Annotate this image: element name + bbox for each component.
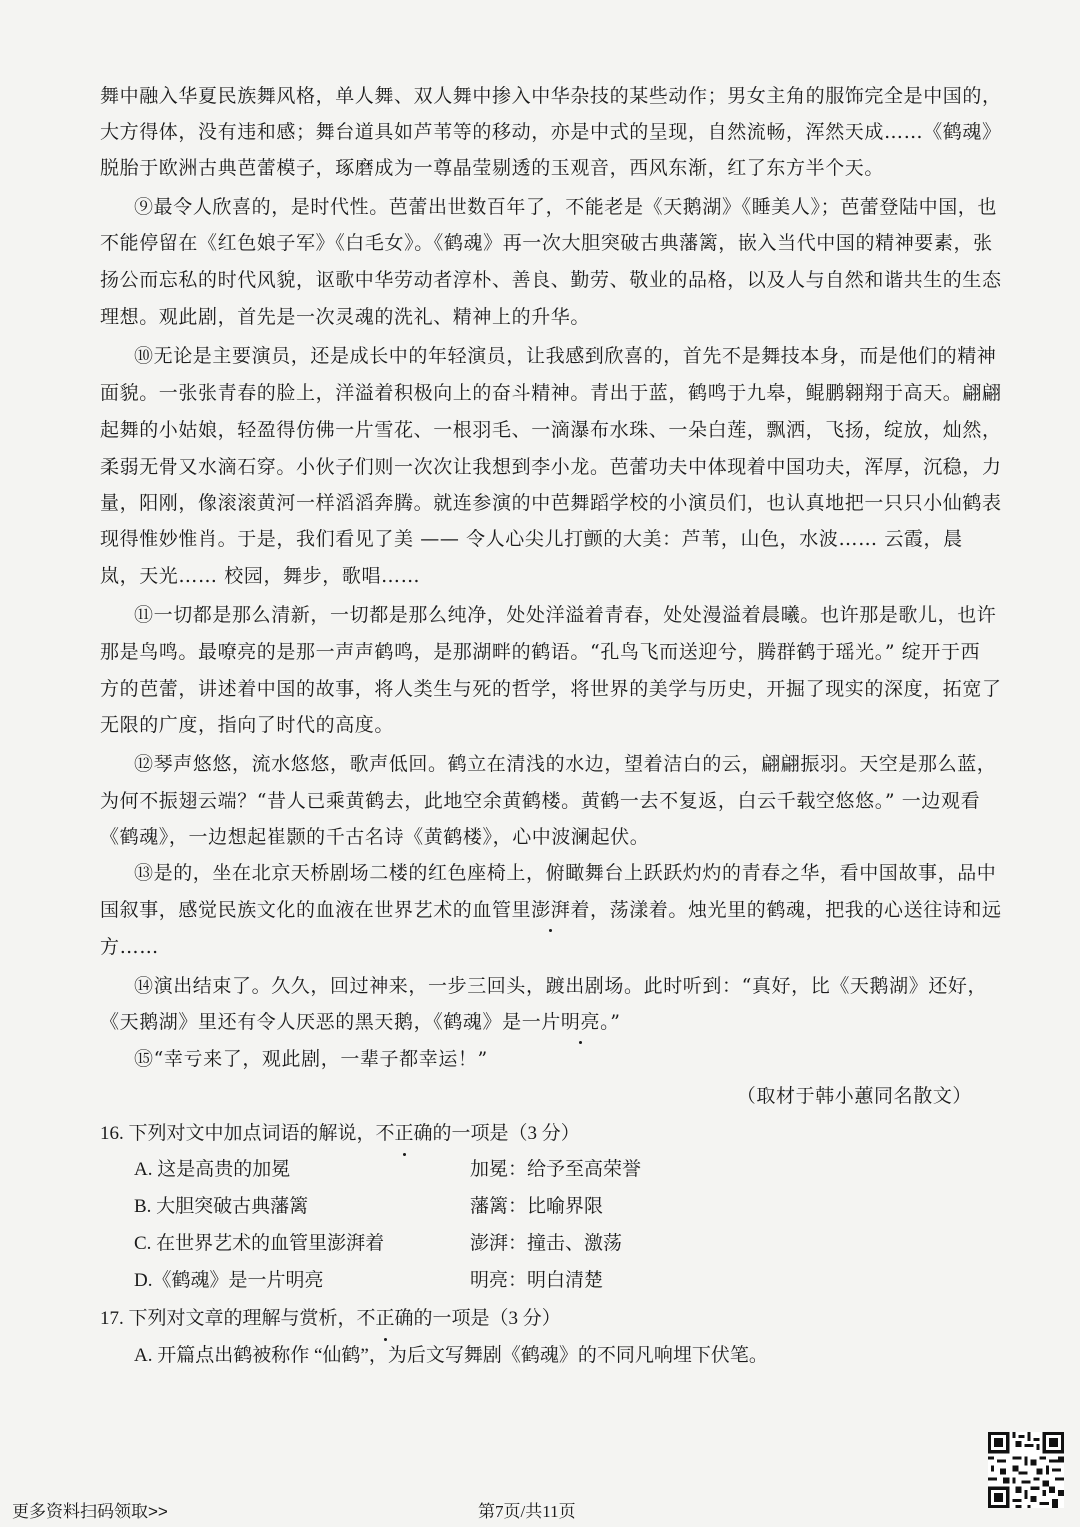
question-17-option-a: A. 开篇点出鹤被称作 “仙鹤”，为后文写舞剧《鹤魂》的不同凡响埋下伏笔。 xyxy=(134,1345,768,1366)
dotted-word-pengpai: 澎湃 xyxy=(531,892,570,928)
text-line: 柔弱无骨又水滴石穿。小伙子们则一次次让我想到李小龙。芭蕾功夫中体现着中国功夫，浑厚，沉稳，力 xyxy=(100,456,1002,478)
text-line: 脱胎于欧洲古典芭蕾模子，琢磨成为一尊晶莹剔透的玉观音，西风东渐，红了东方半个天。 xyxy=(100,157,885,179)
text-line: 无限的广度，指向了时代的高度。 xyxy=(100,714,395,736)
question-16-option-a-note: 加冕：给予至高荣誉 xyxy=(470,1159,642,1180)
text-span: 。” xyxy=(600,1011,621,1033)
text-line: 理想。观此剧，首先是一次灵魂的洗礼、精神上的升华。 xyxy=(100,306,591,328)
text-line: 扬公而忘私的时代风貌，讴歌中华劳动者淳朴、善良、勤劳、敬业的品格，以及人与自然和谐共生的生态 xyxy=(100,269,1002,291)
paragraph-10-first-line: ⑩无论是主要演员，还是成长中的年轻演员，让我感到欣喜的，首先不是舞技本身，而是他们的精神 xyxy=(134,345,997,367)
text-line: 量，阳刚，像滚滚黄河一样滔滔奔腾。就连参演的中芭舞蹈学校的小演员们，也认真地把一只只小仙鹤表 xyxy=(100,492,1002,514)
text-line xyxy=(100,1004,980,1040)
question-16-option-a: A. 这是高贵的加冕 xyxy=(134,1159,291,1180)
text-line: 那是鸟鸣。最嘹亮的是那一声声鹤鸣，是那湖畔的鹤语。“孔鸟飞而送迎兮，腾群鹤于瑶光。” 绽开于西 xyxy=(100,641,981,663)
dotted-word-mingliang: 明亮 xyxy=(561,1004,600,1040)
text-span: 的一项是（3 分） xyxy=(413,1308,561,1329)
text-span: 着，荡漾着。烛光里的鹤魂，把我的心送往诗和远 xyxy=(570,899,1002,921)
paragraph-14-first-line: ⑭演出结束了。久久，回过神来，一步三回头，踱出剧场。此时听到：“真好，比《天鹅湖》还好， xyxy=(134,975,988,997)
text-span: 16. 下列对文中加点词语的解说， xyxy=(100,1123,376,1144)
text-line: 大方得体，没有违和感；舞台道具如芦苇等的移动，亦是中式的呈现，自然流畅，浑然天成……《鹤魂》 xyxy=(100,121,1002,143)
text-line: 现得惟妙惟肖。于是，我们看见了美 —— 令人心尖儿打颤的大美：芦苇，山色，水波…… 云霞，晨 xyxy=(100,528,963,550)
footer-scan-prompt: 更多资料扫码领取>> xyxy=(12,1502,168,1521)
text-line: 起舞的小姑娘，轻盈得仿佛一片雪花、一根羽毛、一滴瀑布水珠、一朵白莲，飘洒，飞扬，绽放，灿然， xyxy=(100,419,1002,441)
paragraph-13-first-line: ⑬是的，坐在北京天桥剧场二楼的红色座椅上，俯瞰舞台上跃跃灼灼的青春之华，看中国故事，品中 xyxy=(134,862,997,884)
text-line: 岚，天光…… 校园，舞步，歌唱…… xyxy=(100,565,421,587)
question-16-option-d-note: 明亮：明白清楚 xyxy=(470,1270,604,1291)
emphasis-not-correct: 不正确 xyxy=(376,1116,433,1152)
text-line: 舞中融入华夏民族舞风格，单人舞、双人舞中掺入中华杂技的某些动作；男女主角的服饰完全是中国的， xyxy=(100,85,1002,107)
text-span: 《天鹅湖》里还有令人厌恶的黑天鹅，《鹤魂》是一片 xyxy=(100,1011,561,1033)
paragraph-9-first-line: ⑨最令人欣喜的，是时代性。芭蕾出世数百年了，不能老是《天鹅湖》《睡美人》；芭蕾登陆中国，也 xyxy=(134,196,998,218)
text-line: 方…… xyxy=(100,936,159,958)
text-line: 面貌。一张张青春的脸上，洋溢着积极向上的奋斗精神。青出于蓝，鹤鸣于九皋，鲲鹏翱翔于高天。翩翩 xyxy=(100,382,1002,404)
text-line: 不能停留在《红色娘子军》《白毛女》。《鹤魂》再一次大胆突破古典藩篱，嵌入当代中国的精神要素，张 xyxy=(100,232,993,254)
question-16-stem xyxy=(100,1116,580,1152)
paragraph-11-first-line: ⑪一切都是那么清新，一切都是那么纯净，处处洋溢着青春，处处漫溢着晨曦。也许那是歌儿，也许 xyxy=(134,604,997,626)
text-line: 为何不振翅云端？“昔人已乘黄鹤去，此地空余黄鹤楼。黄鹤一去不复返，白云千载空悠悠。” 一边观看 xyxy=(100,790,981,812)
question-16-option-b-note: 藩篱：比喻界限 xyxy=(470,1196,604,1217)
question-16-option-b: B. 大胆突破古典藩篱 xyxy=(134,1196,309,1217)
text-span: 的一项是（3 分） xyxy=(432,1123,580,1144)
text-span: 17. 下列对文章的理解与赏析， xyxy=(100,1308,357,1329)
text-line: 方的芭蕾，讲述着中国的故事，将人类生与死的哲学，将世界的美学与历史，开掘了现实的深度，拓宽了 xyxy=(100,678,1002,700)
emphasis-not-correct: 不正确 xyxy=(357,1301,414,1337)
question-16-option-c: C. 在世界艺术的血管里澎湃着 xyxy=(134,1233,385,1254)
question-16-option-d: D.《鹤魂》是一片明亮 xyxy=(134,1270,324,1291)
question-16-option-c-note: 澎湃：撞击、激荡 xyxy=(470,1233,623,1254)
text-line xyxy=(100,892,1002,928)
text-span: 国叙事，感觉民族文化的血液在世界艺术的血管里 xyxy=(100,899,532,921)
page-number: 第7页/共11页 xyxy=(478,1502,576,1521)
text-line: 《鹤魂》，一边想起崔颢的千古名诗《黄鹤楼》，心中波澜起伏。 xyxy=(100,826,650,848)
qr-code-icon[interactable] xyxy=(988,1432,1064,1508)
paragraph-12-first-line: ⑫琴声悠悠，流水悠悠，歌声低回。鹤立在清浅的水边，望着洁白的云，翩翩振羽。天空是那么蓝， xyxy=(134,753,997,775)
question-17-stem xyxy=(100,1301,561,1337)
article-source: （取材于韩小蕙同名散文） xyxy=(736,1085,972,1107)
paragraph-15-line: ⑮“幸亏来了，观此剧，一辈子都幸运！” xyxy=(134,1048,488,1070)
